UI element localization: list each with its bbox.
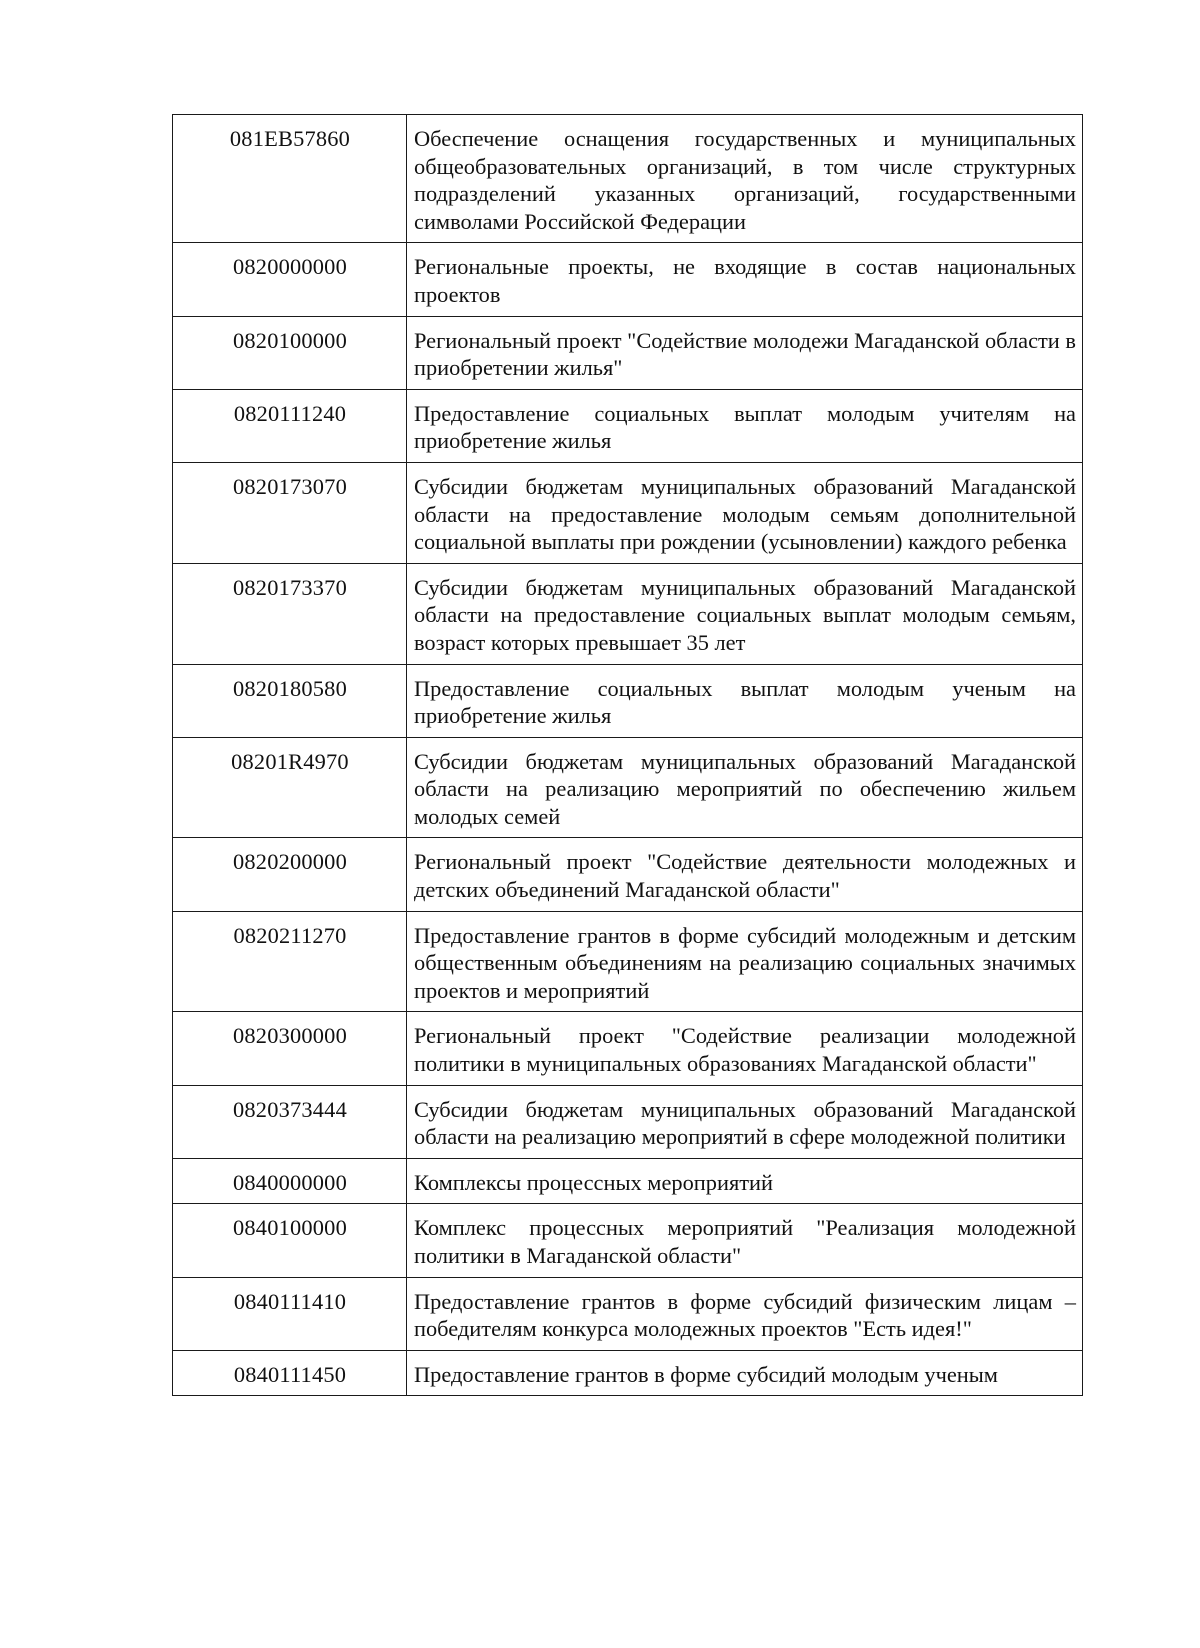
row-code: 0820211270 bbox=[173, 911, 407, 1012]
row-code: 0840111450 bbox=[173, 1350, 407, 1396]
row-code: 0840000000 bbox=[173, 1158, 407, 1204]
row-code: 0840111410 bbox=[173, 1277, 407, 1350]
row-code: 0820373444 bbox=[173, 1085, 407, 1158]
row-code: 0840100000 bbox=[173, 1204, 407, 1277]
row-code: 0820200000 bbox=[173, 838, 407, 911]
row-description: Предоставление грантов в форме субсидий молодым ученым bbox=[407, 1350, 1083, 1396]
row-description: Предоставление грантов в форме субсидий молодежным и детским общественным объединениям на реализацию социальных значимых проектов и мероприятий bbox=[407, 911, 1083, 1012]
table-row bbox=[173, 389, 1083, 462]
row-description: Предоставление социальных выплат молодым учителям на приобретение жилья bbox=[407, 389, 1083, 462]
table-row bbox=[173, 1012, 1083, 1085]
table-row bbox=[173, 115, 1083, 243]
row-description: Субсидии бюджетам муниципальных образований Магаданской области на реализацию мероприятий в сфере молодежной политики bbox=[407, 1085, 1083, 1158]
row-description: Предоставление социальных выплат молодым ученым на приобретение жилья bbox=[407, 664, 1083, 737]
table-row bbox=[173, 1277, 1083, 1350]
row-code: 0820100000 bbox=[173, 316, 407, 389]
table-row bbox=[173, 838, 1083, 911]
row-code: 0820173370 bbox=[173, 563, 407, 664]
row-code: 0820180580 bbox=[173, 664, 407, 737]
table-row bbox=[173, 563, 1083, 664]
row-description: Региональный проект "Содействие реализации молодежной политики в муниципальных образованиях Магаданской области" bbox=[407, 1012, 1083, 1085]
row-description: Региональный проект "Содействие деятельности молодежных и детских объединений Магаданской области" bbox=[407, 838, 1083, 911]
row-description: Субсидии бюджетам муниципальных образований Магаданской области на предоставление социальных выплат молодым семьям, возраст которых превышает 35 лет bbox=[407, 563, 1083, 664]
table-row bbox=[173, 1204, 1083, 1277]
budget-code-table bbox=[172, 114, 1083, 1396]
row-code: 0820173070 bbox=[173, 462, 407, 563]
table-row bbox=[173, 462, 1083, 563]
row-code: 0820000000 bbox=[173, 243, 407, 316]
table-row bbox=[173, 1350, 1083, 1396]
row-code: 0820300000 bbox=[173, 1012, 407, 1085]
table-row bbox=[173, 1158, 1083, 1204]
row-description: Субсидии бюджетам муниципальных образований Магаданской области на реализацию мероприятий по обеспечению жильем молодых семей bbox=[407, 737, 1083, 838]
table-row bbox=[173, 243, 1083, 316]
table-row bbox=[173, 1085, 1083, 1158]
table-row bbox=[173, 911, 1083, 1012]
row-description: Комплексы процессных мероприятий bbox=[407, 1158, 1083, 1204]
row-description: Региональные проекты, не входящие в состав национальных проектов bbox=[407, 243, 1083, 316]
table-row bbox=[173, 316, 1083, 389]
row-description: Обеспечение оснащения государственных и муниципальных общеобразовательных организаций, в том числе структурных подразделений указанных организаций, государственными символами Российской Федерации bbox=[407, 115, 1083, 243]
row-description: Предоставление грантов в форме субсидий физическим лицам – победителям конкурса молодежных проектов "Есть идея!" bbox=[407, 1277, 1083, 1350]
table-row bbox=[173, 664, 1083, 737]
row-description: Комплекс процессных мероприятий "Реализация молодежной политики в Магаданской области" bbox=[407, 1204, 1083, 1277]
table-body bbox=[173, 115, 1083, 1396]
row-description: Субсидии бюджетам муниципальных образований Магаданской области на предоставление молодым семьям дополнительной социальной выплаты при рождении (усыновлении) каждого ребенка bbox=[407, 462, 1083, 563]
table-row bbox=[173, 737, 1083, 838]
row-code: 08201R4970 bbox=[173, 737, 407, 838]
row-code: 0820111240 bbox=[173, 389, 407, 462]
row-description: Региональный проект "Содействие молодежи Магаданской области в приобретении жилья" bbox=[407, 316, 1083, 389]
row-code: 081EB57860 bbox=[173, 115, 407, 243]
